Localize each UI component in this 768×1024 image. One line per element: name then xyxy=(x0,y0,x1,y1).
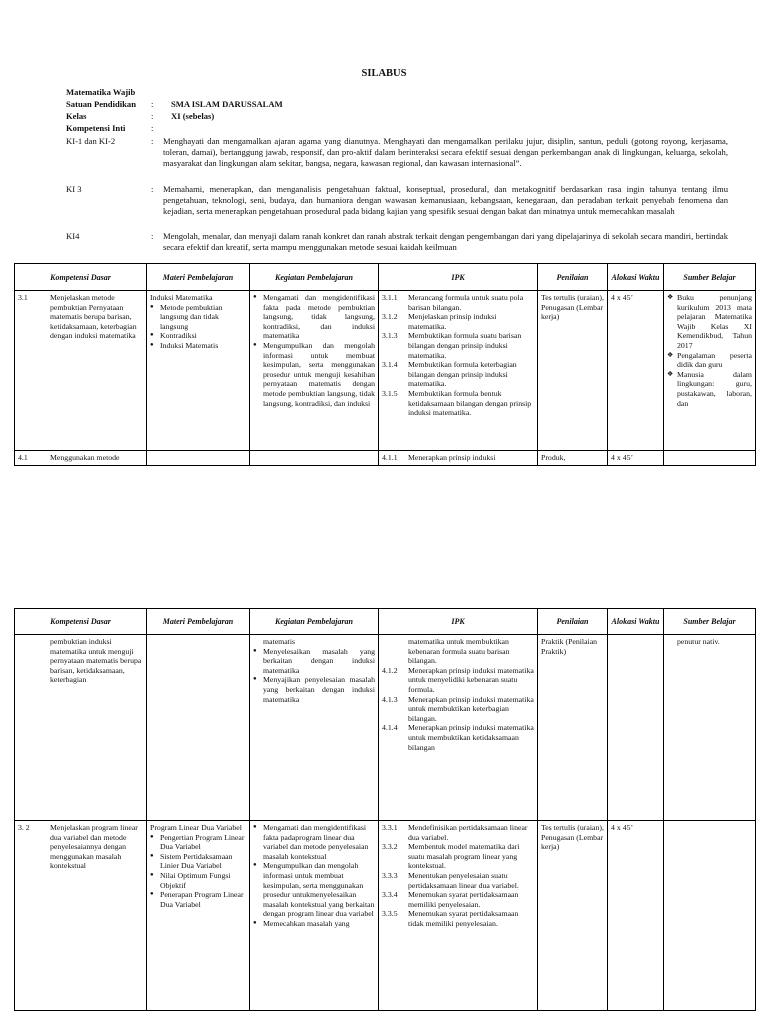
ipk-text: Membuktikan formula keterbagian bilangan dengan prinsip induksi matematika. xyxy=(408,360,517,389)
kegiatan-text: matematis xyxy=(263,637,296,646)
colon: : xyxy=(151,184,154,194)
ki4-label: KI4 xyxy=(66,231,80,241)
kd-number: 3. 2 xyxy=(18,823,30,832)
list-item: ● Menyajikan penyelesaian masalah yang berkaitan dengan induksi matematika xyxy=(253,675,375,704)
ki4-text: Mengolah, menalar, dan menyaji dalam ranah konkret dan ranah abstrak terkait dengan pengembangan dari yang dipelajarinya di sekolah secara mandiri, bertindak secara efektif dan kreatif, serta mampu menggunakan metode sesuai kaidah keilmuan xyxy=(163,231,728,253)
materi-cell xyxy=(147,821,250,1011)
ipk-text: Menerapkan prinsip induksi xyxy=(408,453,496,462)
class-value: XI (sebelas) xyxy=(171,111,215,121)
penilaian-cell: Tes tertulis (uraian), Penugasan (Lembar kerja) xyxy=(538,821,608,1011)
ipk-number: 3.1.5 xyxy=(382,388,398,398)
ipk-cell xyxy=(379,635,538,821)
colon: : xyxy=(151,123,154,133)
ipk-number: 3.1.3 xyxy=(382,331,398,341)
col-header: Alokasi Waktu xyxy=(608,609,664,635)
ipk-text: Menjelaskan prinsip induksi matematika. xyxy=(408,312,497,331)
school-value: SMA ISLAM DARUSSALAM xyxy=(171,99,283,109)
ipk-text: Menerapkan prinsip induksi matematika untuk membuktikan ketidaksamaan bilangan xyxy=(408,723,534,752)
ipk-text: Membuktikan formula bentuk ketidaksamaan bilangan dengan prinsip induksi matematika. xyxy=(408,388,532,418)
list-item: ● Mengamati dan mengidentifikasi fakta pada metode pembuktian langsung, tidak langsung, kontradiksi, dan induksi matematika xyxy=(253,293,375,341)
ipk-number: 3.1.2 xyxy=(382,312,398,322)
sumber-cell xyxy=(664,451,756,466)
penilaian-cell: Praktik (Penilaian Praktik) xyxy=(538,635,608,821)
list-item: ● Pengertian Program Linear Dua Variabel xyxy=(150,833,246,852)
colon: : xyxy=(151,136,154,146)
col-header: Sumber Belajar xyxy=(664,264,756,291)
kd-cell xyxy=(15,451,147,466)
syllabus-header xyxy=(0,0,768,260)
list-item: ● Menyelesaikan masalah yang berkaitan dengan induksi matematika xyxy=(253,647,375,676)
page-title: SILABUS xyxy=(361,68,407,79)
ipk-text: matematika untuk membuktikan kebenaran formula suatu barisan bilangan. xyxy=(408,637,510,666)
colon: : xyxy=(151,99,154,109)
materi-title: Induksi Matematika xyxy=(150,293,213,302)
list-item: ❖ Buku penunjang kurikulum 2013 mata pelajaran Matematika Wajib Kelas XI Kemendikbud, Tahun 2017 xyxy=(667,293,752,351)
list-item: ❖ Manusia dalam lingkungan: guru, pustakawan, laboran, dan xyxy=(667,370,752,408)
ipk-cell xyxy=(379,451,538,466)
ipk-text: Membuktikan formula suatu barisan bilangan dengan prinsip induksi matematika. xyxy=(408,331,522,360)
syllabus-table-2 xyxy=(14,608,756,1011)
materi-cell xyxy=(147,635,250,821)
colon: : xyxy=(151,231,154,241)
kd-number: 3.1 xyxy=(18,293,28,302)
waktu-cell xyxy=(608,635,664,821)
list-item: ● Penerapan Program Linear Dua Variabel xyxy=(150,890,246,909)
ipk-text: Menerapkan prinsip induksi matematika untuk membuktikan keterbagian bilangan. xyxy=(408,694,534,723)
col-header: IPK xyxy=(379,609,538,635)
col-header: IPK xyxy=(379,264,538,291)
ki12-text: Menghayati dan mengamalkan ajaran agama yang dianutnya. Menghayati dan mengamalkan perilaku jujur, disiplin, santun, peduli (gotong royong, kerjasama, toleran, damai), bertanggung jawab, responsif, dan pro-aktif dalam berinteraksi secara efektif sesuai dengan perkembangan anak di lingkungan, keluarga, sekolah, masyarakat dan lingkungan alam sekitar, bangsa, negara, kawasan regional, dan kawasan internasional”. xyxy=(163,136,728,169)
penilaian-cell: Produk, xyxy=(538,451,608,466)
materi-cell xyxy=(147,291,250,451)
table-row xyxy=(15,635,756,821)
ipk-number: 4.1.2 xyxy=(382,665,398,675)
sumber-cell xyxy=(664,635,756,821)
ipk-text: Membentuk model matematika dari suatu masalah program linear yang kontekstual. xyxy=(408,842,520,871)
ki3-text: Memahami, menerapkan, dan menganalisis pengetahuan faktual, konseptual, prosedural, dan metakognitif berdasarkan rasa ingin tahunya tentang ilmu pengetahuan, teknologi, seni, budaya, dan humaniora dengan wawasan kemanusiaan, kebangsaan, kenegaraan, dan peradaban terkait penyebab fenomena dan kejadian, serta menerapkan pengetahuan prosedural pada bidang kajian yang spesifik sesuai dengan bakat dan minatnya untuk memecahkan masalah xyxy=(163,184,728,217)
kegiatan-cell xyxy=(250,451,379,466)
list-item: ● Induksi Matematis xyxy=(150,341,246,351)
table-header-row xyxy=(15,609,756,635)
list-item: ● Kontradiksi xyxy=(150,331,246,341)
ipk-text: Menemukan syarat pertidaksamaan tidak memiliki penyelesaian. xyxy=(408,909,519,928)
ipk-number: 4.1.3 xyxy=(382,694,398,704)
col-header: Kompetensi Dasar xyxy=(15,609,147,635)
subject-label: Matematika Wajib xyxy=(66,87,136,97)
kegiatan-cell xyxy=(250,821,379,1011)
kd-number: 4.1 xyxy=(18,453,28,462)
kegiatan-cell xyxy=(250,291,379,451)
kd-cell xyxy=(15,635,147,821)
ipk-cell xyxy=(379,821,538,1011)
table-row xyxy=(15,451,756,466)
ipk-text: Mendefinisikan pertidaksamaan linear dua variabel. xyxy=(408,823,528,842)
ki3-label: KI 3 xyxy=(66,184,82,194)
list-item: ● Nilai Optimum Fungsi Objektif xyxy=(150,871,246,890)
table-row xyxy=(15,821,756,1011)
list-item: ❖ Pengalaman peserta didik dan guru xyxy=(667,351,752,370)
kegiatan-cell xyxy=(250,635,379,821)
materi-title: Program Linear Dua Variabel xyxy=(150,823,242,832)
ipk-cell xyxy=(379,291,538,451)
kd-cell xyxy=(15,821,147,1011)
sumber-cell xyxy=(664,821,756,1011)
ipk-number: 3.1.1 xyxy=(382,293,398,302)
ipk-text: Menemukan syarat pertidaksamaan memiliki penyelesaian. xyxy=(408,890,519,909)
kd-text: Menjelaskan program linear dua variabel dan metode penyelesaiannya dengan menggunakan masalah kontekstual xyxy=(50,823,138,871)
kd-text: Menggunakan metode xyxy=(50,453,120,462)
col-header: Materi Pembelajaran xyxy=(147,264,250,291)
list-item: ● Mengumpulkan dan mengolah informasi untuk membuat kesimpulan, serta menggunakan prosedur untukmenyelesaikan masalah kontekstual yang berkaitan dengan program linear dua variabel xyxy=(253,861,375,919)
list-item: ● Memecahkan masalah yang xyxy=(253,919,375,929)
kd-cell xyxy=(15,291,147,451)
ipk-number: 3.3.5 xyxy=(382,909,398,919)
ipk-number: 3.1.4 xyxy=(382,360,398,370)
colon: : xyxy=(151,111,154,121)
ki12-label: KI-1 dan KI-2 xyxy=(66,136,116,146)
list-item: ● Mengamati dan mengidentifikasi fakta padaprogram linear dua variabel dan metode penyelesaian masalah kontekstual xyxy=(253,823,375,861)
kd-text: Menjelaskan metode pembuktian Pernyataan matematis berupa barisan, ketidaksamaan, keterbagian dengan induksi matematika xyxy=(50,293,137,341)
list-item: ● Metode pembuktian langsung dan tidak langsung xyxy=(150,303,246,332)
col-header: Sumber Belajar xyxy=(664,609,756,635)
ipk-number: 3.3.3 xyxy=(382,870,398,880)
materi-cell xyxy=(147,451,250,466)
col-header: Kegiatan Pembelajaran xyxy=(250,264,379,291)
sumber-cell xyxy=(664,291,756,451)
col-header: Alokasi Waktu xyxy=(608,264,664,291)
ipk-number: 4.1.4 xyxy=(382,723,398,733)
ipk-text: Menerapkan prinsip induksi matematika untuk menyelidiki kebenaran suatu formula. xyxy=(408,665,534,694)
ipk-number: 3.3.2 xyxy=(382,842,398,852)
waktu-cell: 4 x 45’ xyxy=(608,291,664,451)
col-header: Kegiatan Pembelajaran xyxy=(250,609,379,635)
ipk-text: Menentukan penyelesaian suatu pertidaksamaan linear dua variabel. xyxy=(408,870,519,890)
penilaian-cell: Tes tertulis (uraian), Penugasan (Lembar kerja) xyxy=(538,291,608,451)
waktu-cell: 4 x 45’ xyxy=(608,821,664,1011)
ipk-text: Merancang formula untuk suatu pola barisan bilangan. xyxy=(408,293,524,312)
col-header: Penilaian xyxy=(538,264,608,291)
ipk-number: 3.3.4 xyxy=(382,890,398,900)
ki-label: Kompetensi Inti xyxy=(66,123,126,133)
list-item: ● Sistem Pertidaksamaan Linier Dua Variabel xyxy=(150,852,246,871)
waktu-cell: 4 x 45’ xyxy=(608,451,664,466)
col-header: Materi Pembelajaran xyxy=(147,609,250,635)
ipk-number: 3.3.1 xyxy=(382,823,398,832)
syllabus-table-1 xyxy=(14,263,756,466)
kd-text: pembuktian induksi matematika untuk menguji pernyataan matematis berupa barisan, ketidaksamaan, keterbagian xyxy=(50,637,142,685)
table-row xyxy=(15,291,756,451)
table-header-row xyxy=(15,264,756,291)
list-item: ● Mengumpulkan dan mengolah informasi untuk membuat kesimpulan, serta menggunakan prosedur untuk menguji kesahihan pernyataan matematis dengan metode pembuktian langsung, tidak langsung, kontradiksi, dan induksi xyxy=(253,341,375,408)
school-label: Satuan Pendidikan xyxy=(66,99,136,109)
ipk-number: 4.1.1 xyxy=(382,453,398,462)
sumber-text: penutur nativ. xyxy=(677,637,720,646)
col-header: Kompetensi Dasar xyxy=(15,264,147,291)
col-header: Penilaian xyxy=(538,609,608,635)
class-label: Kelas xyxy=(66,111,87,121)
